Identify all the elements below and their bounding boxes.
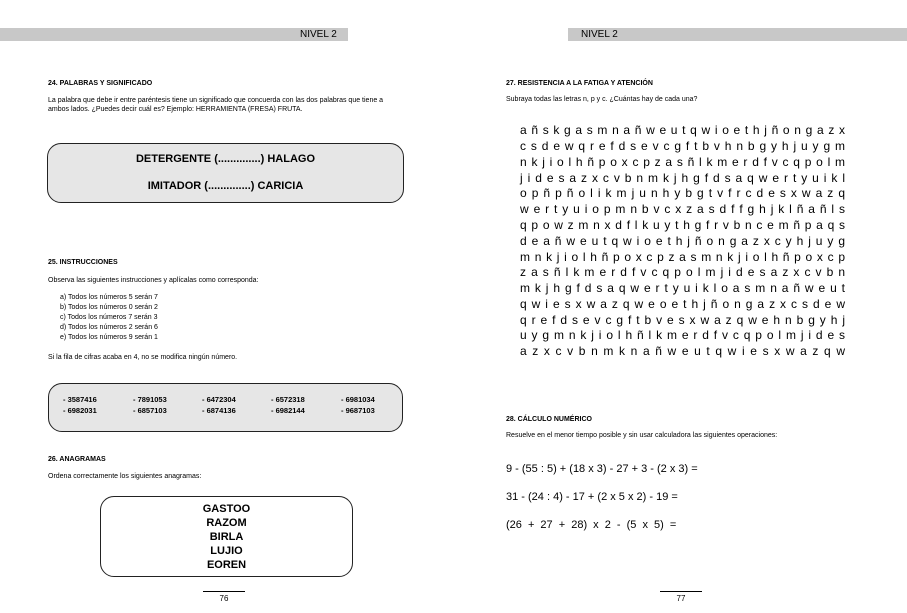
number-column bbox=[63, 394, 97, 416]
letter-row: n k j i o l h ñ p o x c p z a s ñ l k m e r d f v c q p o l m bbox=[520, 155, 845, 169]
section-24-title: 24. PALABRAS Y SIGNIFICADO bbox=[48, 80, 153, 87]
operation-line: (26 + 27 + 28) x 2 - (5 x 5) = bbox=[506, 519, 677, 531]
section-26-intro: Ordena correctamente los siguientes anagramas: bbox=[48, 473, 202, 480]
right-footer-rule bbox=[660, 591, 702, 592]
left-header-label: NIVEL 2 bbox=[300, 29, 337, 40]
number-value: - 6981034 bbox=[341, 395, 375, 404]
operation-line: 9 - (55 : 5) + (18 x 3) - 27 + 3 - (2 x 3) = bbox=[506, 463, 698, 475]
section-25-intro: Observa las siguientes instrucciones y aplícalas como corresponda: bbox=[48, 277, 259, 284]
letter-row: c s d e w q r e f d s e v c g f t b v h n b g y h j u y g m bbox=[520, 139, 845, 153]
anagram-list bbox=[101, 502, 352, 572]
anagram-word: BIRLA bbox=[209, 531, 244, 543]
number-value: - 9687103 bbox=[341, 406, 375, 415]
number-box bbox=[48, 383, 403, 432]
left-footer-rule bbox=[203, 591, 245, 592]
letter-row: z a s ñ l k m e r d f v c q p o l m j i d e s a z x c v b n bbox=[520, 265, 845, 279]
anagram-word: EOREN bbox=[206, 559, 247, 571]
letter-row: q r e f d s e v c g f t b v e s x w a z q w e h n b g y h j bbox=[520, 313, 845, 327]
letter-row: o p ñ p ñ o l i k m j u n h y b g t v f r c d e s x w a z q bbox=[520, 186, 845, 200]
number-column bbox=[341, 394, 375, 416]
section-26-title: 26. ANAGRAMAS bbox=[48, 456, 106, 463]
operation-line: 31 - (24 : 4) - 17 + (2 x 5 x 2) - 19 = bbox=[506, 491, 678, 503]
right-header-label: NIVEL 2 bbox=[581, 29, 618, 40]
section-24-text: La palabra que debe ir entre paréntesis tiene un significado que concuerda con las dos palabras que tiene a ambos lados. ¿Puedes decir cuál es? Ejemplo: HERRAMIENTA (FRESA) FRUTA. bbox=[48, 97, 384, 113]
instruction-item: c) Todos los números 7 serán 3 bbox=[60, 314, 158, 321]
number-value: - 3587416 bbox=[63, 395, 97, 404]
section-24-box bbox=[47, 143, 404, 203]
instruction-item: e) Todos los números 9 serán 1 bbox=[60, 334, 158, 341]
pair-line-2: IMITADOR (..............) CARICIA bbox=[147, 180, 304, 192]
anagram-box bbox=[100, 496, 353, 577]
instruction-item: d) Todos los números 2 serán 6 bbox=[60, 324, 158, 331]
letter-row: q w i e s x w a z q w e o e t h j ñ o n g a z x c s d e w bbox=[520, 297, 845, 311]
letter-row: m k j h g f d s a q w e r t y u i k l o a s m n a ñ w e u t bbox=[520, 281, 845, 295]
anagram-word: GASTOO bbox=[202, 503, 251, 515]
section-27-intro: Subraya todas las letras n, p y c. ¿Cuántas hay de cada una? bbox=[506, 96, 698, 103]
section-25-title: 25. INSTRUCCIONES bbox=[48, 259, 118, 266]
anagram-word: RAZOM bbox=[206, 517, 247, 529]
section-28-intro: Resuelve en el menor tiempo posible y sin usar calculadora las siguientes operaciones: bbox=[506, 432, 778, 439]
number-value: - 6982031 bbox=[63, 406, 97, 415]
right-page-number: 77 bbox=[676, 594, 686, 603]
letter-row: a ñ s k g a s m n a ñ w e u t q w i o e t h j ñ o n g a z x bbox=[520, 123, 845, 137]
number-column bbox=[133, 394, 167, 416]
number-value: - 7891053 bbox=[133, 395, 167, 404]
right-header-bar bbox=[568, 28, 907, 41]
letter-row: j i d e s a z x c v b n m k j h g f d s a q w e r t y u i k l bbox=[520, 171, 845, 185]
instruction-list bbox=[60, 293, 158, 343]
number-value: - 6857103 bbox=[133, 406, 167, 415]
letter-row: q p o w z m n x d f l k u y t h g f r v b n c e m ñ p a q s bbox=[520, 218, 845, 232]
letter-row: a z x c v b n m k n a ñ w e u t q w i e s x w a z q w bbox=[520, 344, 845, 358]
letter-row: d e a ñ w e u t q w i o e t h j ñ o n g a z x c y h j u y g bbox=[520, 234, 845, 248]
number-value: - 6472304 bbox=[202, 395, 236, 404]
instruction-item: b) Todos los números 0 serán 2 bbox=[60, 304, 158, 311]
letter-row: w e r t y u i o p m n b v c x z a s d f f g h j k l ñ a ñ l s bbox=[520, 202, 845, 216]
pair-line-1: DETERGENTE (..............) HALAGO bbox=[135, 153, 316, 165]
number-value: - 6572318 bbox=[271, 395, 305, 404]
number-value: - 6874136 bbox=[202, 406, 236, 415]
number-column bbox=[271, 394, 305, 416]
left-header-bar bbox=[0, 28, 348, 41]
number-column bbox=[202, 394, 236, 416]
letter-row: u y g m n k j i o l h ñ l k m e r d f v c q p o l m j i d e s bbox=[520, 328, 845, 342]
section-27-title: 27. RESISTENCIA A LA FATIGA Y ATENCIÓN bbox=[506, 80, 653, 87]
left-page-number: 76 bbox=[219, 594, 229, 603]
instruction-item: a) Todos los números 5 serán 7 bbox=[60, 294, 158, 301]
anagram-word: LUJIO bbox=[210, 545, 243, 557]
letter-row: m n k j i o l h ñ p o x c p z a s m n k j i o l h ñ p o x c p bbox=[520, 250, 845, 264]
section-28-title: 28. CÁLCULO NUMÉRICO bbox=[506, 416, 592, 423]
section-25-note: Si la fila de cifras acaba en 4, no se modifica ningún número. bbox=[48, 354, 238, 361]
number-value: - 6982144 bbox=[271, 406, 305, 415]
